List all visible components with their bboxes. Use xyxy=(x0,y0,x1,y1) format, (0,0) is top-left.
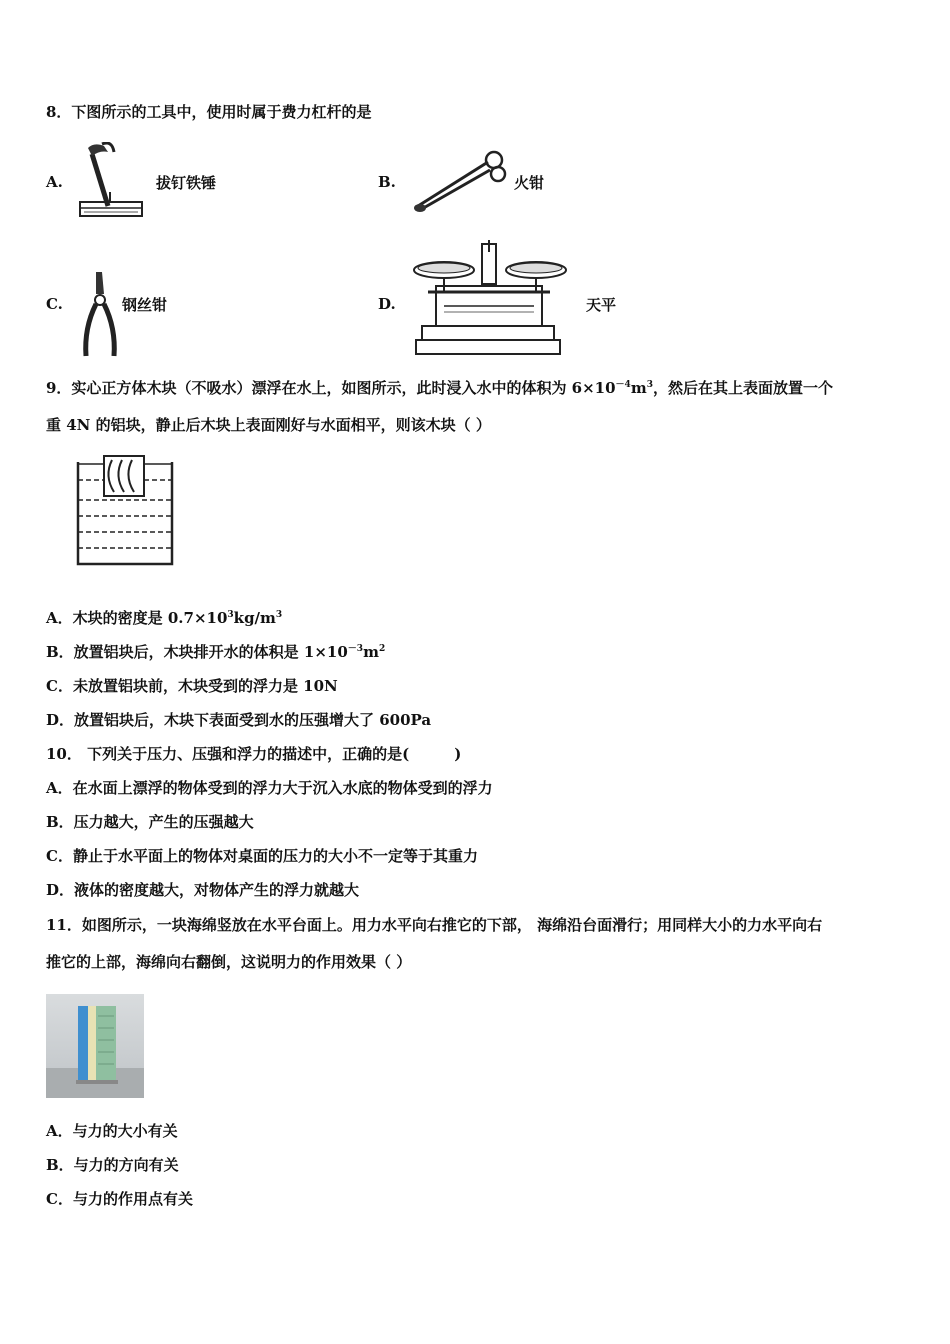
q9-stem-unit-exponent: 3 xyxy=(646,380,653,390)
q9-option-b xyxy=(46,642,385,662)
q8-option-c-text: 钢丝钳 xyxy=(122,296,168,314)
q9-option-b-unit-exponent: 2 xyxy=(378,644,386,654)
fire-tongs-icon xyxy=(408,148,508,216)
q8-option-a-text: 拔钉铁锤 xyxy=(156,174,217,192)
q11-option-a: A．与力的大小有关 xyxy=(46,1122,178,1140)
q8-stem: 8．下图所示的工具中，使用时属于费力杠杆的是 xyxy=(46,103,372,121)
q9-stem-line2: 重 4N 的铝块，静止后木块上表面刚好与水面相平，则该木块（ ） xyxy=(46,416,491,434)
q9-option-d: D．放置铝块后，木块下表面受到水的压强增大了 600Pa xyxy=(46,711,432,729)
q8-option-c-key: C. xyxy=(46,295,63,313)
q9-option-b-exponent: －3 xyxy=(347,644,364,654)
q9-stem-text-c: ，然后在其上表面放置一个 xyxy=(652,379,833,397)
q10-option-b: B．压力越大，产生的压强越大 xyxy=(46,813,254,831)
q8-option-b-key: B. xyxy=(378,173,396,191)
q9-stem-exponent: －4 xyxy=(615,380,631,390)
q8-option-d-text: 天平 xyxy=(586,296,617,314)
q10-option-d: D．液体的密度越大，对物体产生的浮力就越大 xyxy=(46,881,360,899)
q10-option-c: C．静止于水平面上的物体对桌面的压力的大小不一定等于其重力 xyxy=(46,847,478,865)
sponge-icon xyxy=(46,994,144,1098)
sponge-photo xyxy=(46,994,144,1098)
q11-option-c: C．与力的作用点有关 xyxy=(46,1190,193,1208)
q11-stem-line1: 11．如图所示，一块海绵竖放在水平台面上。用力水平向右推它的下部， 海绵沿台面滑行；用同样大小的力水平向右 xyxy=(46,916,823,934)
q9-option-a-unit-exponent: 3 xyxy=(275,610,283,620)
q11-stem-line2: 推它的上部，海绵向右翻倒，这说明力的作用效果（ ） xyxy=(46,953,412,971)
q10-stem: 10． 下列关于压力、压强和浮力的描述中，正确的是( ) xyxy=(46,745,462,763)
claw-hammer-icon xyxy=(78,142,144,220)
q9-stem-line1 xyxy=(46,378,833,398)
q9-option-a-text: A．木块的密度是 0.7×10 xyxy=(46,609,228,627)
q8-option-a-key: A. xyxy=(46,173,63,191)
balance-scale-icon xyxy=(408,240,568,358)
q10-option-a: A．在水面上漂浮的物体受到的浮力大于沉入水底的物体受到的浮力 xyxy=(46,779,493,797)
q9-stem-unit: m xyxy=(630,379,647,397)
q11-option-b: B．与力的方向有关 xyxy=(46,1156,179,1174)
q9-option-b-text: B．放置铝块后，木块排开水的体积是 1×10 xyxy=(46,643,348,661)
q9-stem-text-a: 9．实心正方体木块（不吸水）漂浮在水上，如图所示，此时浸入水中的体积为 6×10 xyxy=(46,379,616,397)
q8-option-d-key: D. xyxy=(378,295,396,313)
q8-option-b-text: 火钳 xyxy=(514,174,545,192)
floating-block-in-water-icon xyxy=(74,452,178,568)
q9-option-b-unit: m xyxy=(363,643,379,661)
pliers-icon xyxy=(78,268,122,360)
q9-option-a-exponent: 3 xyxy=(227,610,234,620)
q9-option-a xyxy=(46,608,282,628)
q9-option-c: C．未放置铝块前，木块受到的浮力是 10N xyxy=(46,677,338,695)
q9-option-a-unit: kg/m xyxy=(233,609,276,627)
